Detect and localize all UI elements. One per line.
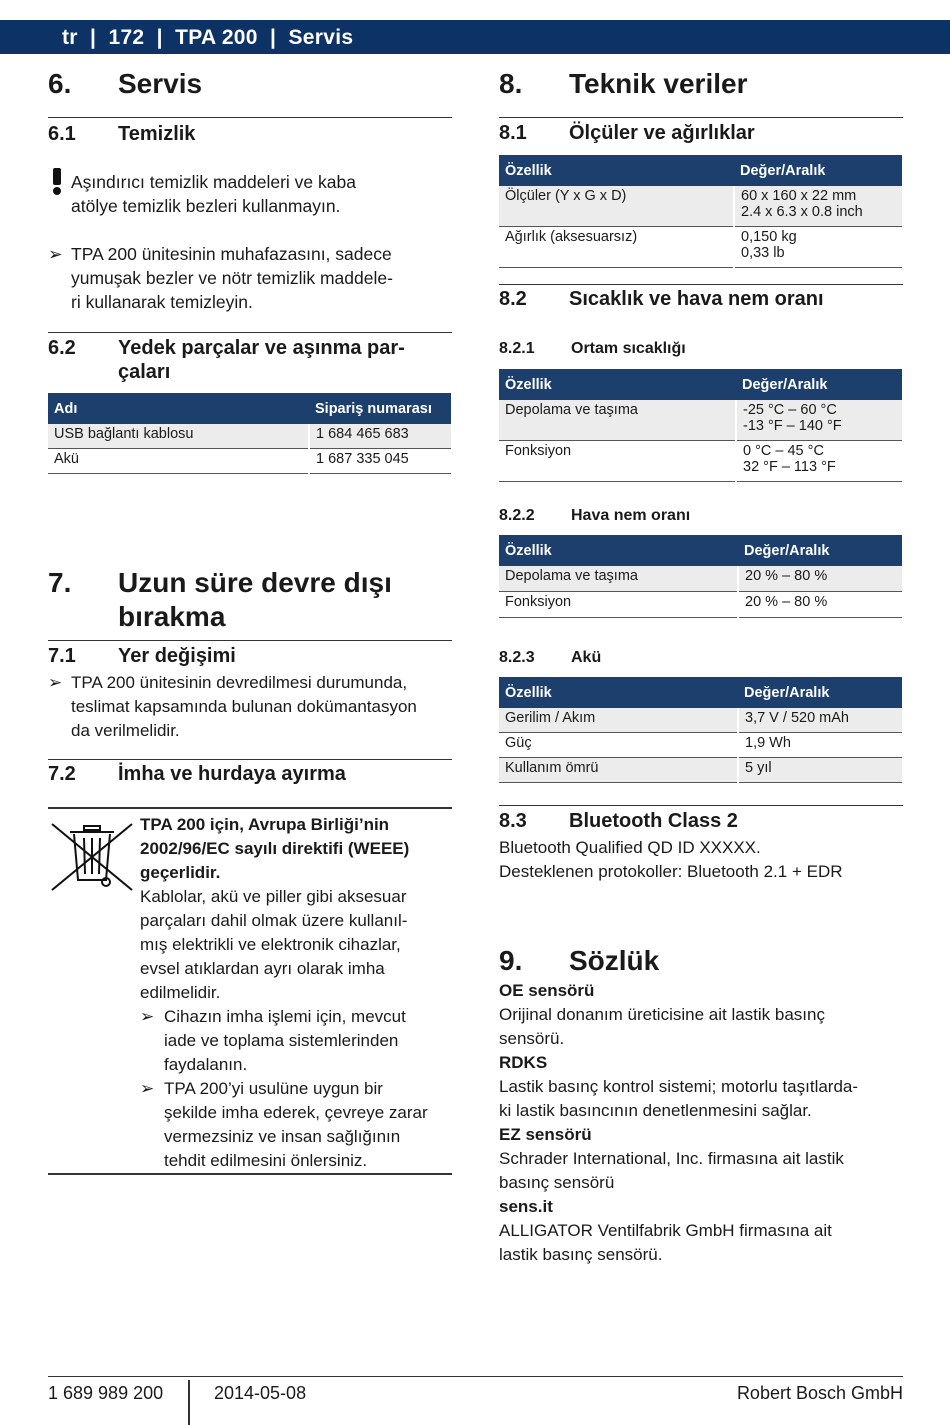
glossary-term: RDKS [499, 1053, 548, 1072]
text-line: evsel atıklardan ayrı olarak imha [140, 959, 385, 978]
section-title: Ortam sıcaklığı [571, 340, 686, 357]
footer-divider [48, 1376, 903, 1377]
weee-directive-note [140, 813, 452, 885]
section-title [118, 566, 392, 634]
divider [499, 284, 903, 285]
value-line: 2.4 x 6.3 x 0.8 inch [741, 204, 863, 220]
section-number: 6.1 [48, 123, 76, 145]
table-header-row [499, 369, 902, 400]
section-8-3-heading [499, 810, 903, 836]
table-row [499, 227, 902, 268]
table-row [499, 566, 902, 592]
table-cell: 20 % – 80 % [738, 592, 902, 618]
column-header: Özellik [499, 677, 738, 708]
table-row [499, 441, 902, 482]
column-header: Adı [48, 393, 309, 424]
table-cell: Fonksiyon [499, 592, 738, 618]
divider [499, 117, 903, 118]
text-line: teslimat kapsamında bulunan dokümantasyon [71, 697, 417, 716]
value-line: 60 x 160 x 22 mm [741, 188, 857, 204]
table-cell [736, 441, 902, 482]
glossary-definition: lastik basınç sensörü. [499, 1245, 663, 1264]
text-line: Cihazın imha işlemi için, mevcut [164, 1007, 406, 1026]
glossary-definition: ki lastik basıncının denetlenmesini sağlar. [499, 1101, 812, 1120]
column-header: Özellik [499, 369, 736, 400]
section-title: Akü [571, 649, 602, 666]
section-9-heading [499, 945, 903, 979]
section-number: 7. [48, 567, 72, 598]
section-title: Sözlük [569, 945, 660, 976]
header-bar [0, 20, 950, 54]
table-row [499, 758, 902, 783]
section-8-1-heading [499, 122, 903, 148]
glossary-term: OE sensörü [499, 981, 595, 1000]
section-number: 8.2.1 [499, 340, 535, 357]
value-line: 0,33 lb [741, 245, 785, 261]
section-7-heading [48, 566, 452, 638]
table-cell: 20 % – 80 % [738, 566, 902, 592]
section-8-2-heading [499, 288, 903, 314]
weee-description [140, 885, 452, 1005]
text-line: TPA 200 ünitesinin devredilmesi durumunda, [71, 673, 408, 692]
section-title: Hava nem oranı [571, 507, 691, 524]
table-cell [736, 400, 902, 441]
footer-separator [188, 1380, 190, 1425]
value-line: -25 °C – 60 °C [743, 402, 837, 418]
glossary-definition: Lastik basınç kontrol sistemi; motorlu taşıtlarda- [499, 1077, 859, 1096]
text-line: 2002/96/EC sayılı direktifi (WEEE) [140, 839, 410, 858]
section-8-heading [499, 68, 903, 102]
text-line: parçaları dahil olmak üzere kullanıl- [140, 911, 408, 930]
left-column [48, 68, 452, 1178]
section-number: 8.3 [499, 810, 527, 832]
value-line: -13 °F – 140 °F [743, 418, 842, 434]
title-line: Yedek parçalar ve aşınma par- [118, 337, 405, 359]
column-header: Değer/Aralık [736, 369, 902, 400]
title-line: çaları [118, 361, 171, 383]
crossed-out-bin-icon [50, 822, 134, 892]
glossary-definition: Orijinal donanım üreticisine ait lastik basınç [499, 1005, 825, 1024]
section-number: 8.2.3 [499, 649, 535, 666]
section-7-1-heading [48, 645, 452, 671]
table-cell: Depolama ve taşıma [499, 400, 736, 441]
section-8-2-2-heading [499, 507, 903, 529]
section-6-heading [48, 68, 452, 102]
column-header: Değer/Aralık [738, 677, 902, 708]
table-cell [734, 186, 902, 227]
text-line: da verilmelidir. [71, 721, 180, 740]
table-cell: Gerilim / Akım [499, 708, 738, 733]
section-7-2-heading [48, 763, 452, 789]
section-8-2-1-heading [499, 340, 903, 362]
glossary-definition: Schrader International, Inc. firmasına ait lastik [499, 1149, 844, 1168]
arrow-bullet-icon: ➢ [140, 1079, 155, 1098]
weee-step-1 [140, 1005, 452, 1077]
value-line: 0,150 kg [741, 229, 797, 245]
value-line: 0 °C – 45 °C [743, 443, 824, 459]
table-cell: 1,9 Wh [738, 733, 902, 758]
table-row [48, 449, 451, 474]
column-header: Değer/Aralık [738, 535, 902, 566]
section-title: Sıcaklık ve hava nem oranı [569, 288, 824, 310]
section-number: 8. [499, 68, 523, 99]
column-header: Sipariş numarası [309, 393, 451, 424]
table-header-row [499, 677, 902, 708]
section-number: 9. [499, 945, 523, 976]
text-line: iade ve toplama sistemlerinden [164, 1031, 399, 1050]
text-line: Desteklenen protokoller: Bluetooth 2.1 + EDR [499, 862, 843, 881]
table-cell: Depolama ve taşıma [499, 566, 738, 592]
text-line: Aşındırıcı temizlik maddeleri ve kaba [71, 172, 356, 192]
glossary-entry [499, 1195, 903, 1267]
glossary-term: sens.it [499, 1197, 553, 1216]
text-line: edilmelidir. [140, 983, 221, 1002]
section-6-2-heading [48, 336, 452, 386]
table-cell: Akü [48, 449, 309, 474]
table-row [499, 708, 902, 733]
text-line: ri kullanarak temizleyin. [71, 292, 253, 312]
table-cell: 1 687 335 045 [309, 449, 451, 474]
divider [48, 759, 452, 760]
text-line: Kablolar, akü ve piller gibi aksesuar [140, 887, 407, 906]
bluetooth-info [499, 836, 903, 884]
table-cell: Fonksiyon [499, 441, 736, 482]
table-header-row [499, 535, 902, 566]
text-line: vermezsiniz ve insan sağlığının [164, 1127, 401, 1146]
weee-step-2 [140, 1077, 452, 1173]
glossary-term: EZ sensörü [499, 1125, 592, 1144]
section-title: Ölçüler ve ağırlıklar [569, 122, 755, 144]
footer-company: Robert Bosch GmbH [736, 1383, 903, 1403]
text-line: TPA 200 için, Avrupa Birliği’nin [140, 815, 390, 834]
glossary-entry [499, 979, 903, 1051]
temperature-table [499, 369, 902, 482]
table-row [499, 186, 902, 227]
section-number: 7.1 [48, 645, 76, 667]
glossary [499, 979, 903, 1267]
section-title: Temizlik [118, 123, 196, 145]
glossary-definition: basınç sensörü [499, 1173, 615, 1192]
text-line: TPA 200 ünitesinin muhafazasını, sadece [71, 244, 392, 264]
exclamation-icon [50, 168, 64, 196]
table-header-row [48, 393, 451, 424]
text-line: tehdit edilmesini önlersiniz. [164, 1151, 368, 1170]
glossary-definition: sensörü. [499, 1029, 565, 1048]
title-line: Uzun süre devre dışı [118, 567, 392, 598]
table-header-row [499, 155, 902, 186]
text-line: geçerlidir. [140, 863, 221, 882]
divider [499, 805, 903, 806]
right-column [499, 68, 903, 1268]
divider [48, 640, 452, 641]
footer-doc-number: 1 689 989 200 [48, 1383, 164, 1403]
divider [48, 117, 452, 118]
section-6-1-heading [48, 123, 452, 149]
section-title: Servis [118, 68, 203, 99]
section-number: 8.1 [499, 122, 527, 144]
arrow-bullet-icon: ➢ [48, 673, 63, 692]
table-cell: 1 684 465 683 [309, 424, 451, 449]
text-line: şekilde imha ederek, çevreye zarar [164, 1103, 428, 1122]
table-row [499, 592, 902, 618]
column-header: Değer/Aralık [734, 155, 902, 186]
text-line: TPA 200’yi usulüne uygun bir [164, 1079, 383, 1098]
divider [48, 1173, 452, 1175]
text-line: mış elektrikli ve elektronik cihazlar, [140, 935, 401, 954]
text-line: Bluetooth Qualified QD ID XXXXX. [499, 838, 761, 857]
battery-table [499, 677, 902, 783]
weee-block [140, 813, 452, 1173]
section-title: Bluetooth Class 2 [569, 810, 738, 832]
table-row [48, 424, 451, 449]
parts-table [48, 393, 451, 474]
section-8-2-3-heading [499, 649, 903, 671]
dimensions-table [499, 155, 902, 268]
section-number: 8.2.2 [499, 507, 535, 524]
section-number: 8.2 [499, 288, 527, 310]
column-header: Özellik [499, 155, 734, 186]
section-number: 7.2 [48, 763, 76, 785]
section-title: İmha ve hurdaya ayırma [118, 763, 346, 785]
glossary-entry [499, 1051, 903, 1123]
text-line: yumuşak bezler ve nötr temizlik maddele- [71, 268, 393, 288]
divider [48, 807, 452, 809]
move-instruction [48, 671, 452, 743]
table-cell [734, 227, 902, 268]
table-row [499, 400, 902, 441]
table-cell: Ağırlık (aksesuarsız) [499, 227, 734, 268]
clean-instruction [48, 242, 452, 314]
section-number: 6.2 [48, 337, 76, 359]
header-title: tr | 172 | TPA 200 | Servis [62, 26, 354, 49]
humidity-table [499, 535, 902, 618]
column-header: Özellik [499, 535, 738, 566]
section-title: Yer değişimi [118, 645, 236, 667]
text-line: faydalanın. [164, 1055, 248, 1074]
table-cell: Güç [499, 733, 738, 758]
arrow-bullet-icon: ➢ [48, 244, 63, 264]
section-title [118, 336, 405, 384]
value-line: 32 °F – 113 °F [743, 459, 836, 475]
footer-date: 2014-05-08 [214, 1383, 307, 1403]
table-cell: 3,7 V / 520 mAh [738, 708, 902, 733]
section-title: Teknik veriler [569, 68, 748, 99]
text-line: atölye temizlik bezleri kullanmayın. [71, 196, 341, 216]
table-cell: USB bağlantı kablosu [48, 424, 309, 449]
title-line: bırakma [118, 601, 226, 632]
warning-text [71, 170, 451, 218]
section-number: 6. [48, 68, 72, 99]
glossary-entry [499, 1123, 903, 1195]
table-cell: Kullanım ömrü [499, 758, 738, 783]
table-cell: Ölçüler (Y x G x D) [499, 186, 734, 227]
divider [48, 332, 452, 333]
table-row [499, 733, 902, 758]
glossary-definition: ALLIGATOR Ventilfabrik GmbH firmasına ait [499, 1221, 832, 1240]
arrow-bullet-icon: ➢ [140, 1007, 155, 1026]
table-cell: 5 yıl [738, 758, 902, 783]
